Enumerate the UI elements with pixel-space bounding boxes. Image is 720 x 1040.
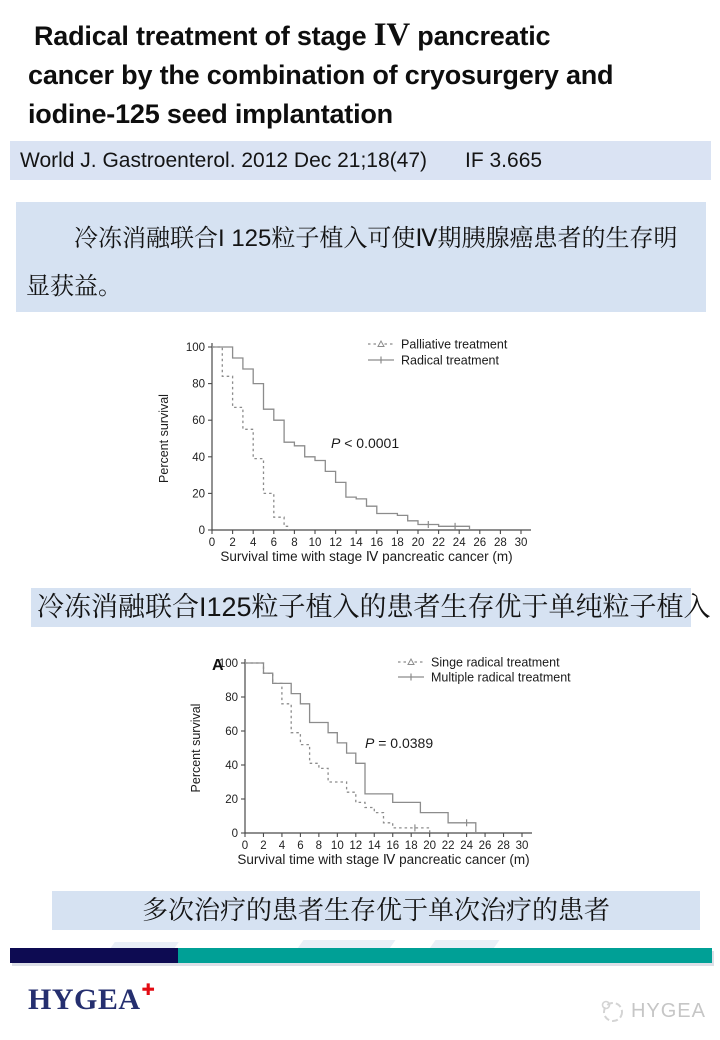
roman-numeral-IV: IV <box>373 17 410 53</box>
svg-text:18: 18 <box>391 537 404 549</box>
svg-text:22: 22 <box>441 840 455 852</box>
svg-text:100: 100 <box>185 342 205 354</box>
summary-text-box <box>16 202 706 312</box>
mid-caption-bar: 冷冻消融联合I125粒子植入的患者生存优于单纯粒子植入 <box>31 588 691 627</box>
svg-text:60: 60 <box>225 726 238 738</box>
svg-text:12: 12 <box>329 537 342 549</box>
svg-text:Singe radical treatment: Singe radical treatment <box>431 655 560 670</box>
svg-text:40: 40 <box>225 760 238 772</box>
svg-text:A: A <box>212 657 224 674</box>
svg-text:100: 100 <box>218 658 238 670</box>
title-line-3: iodine-125 seed implantation <box>28 99 393 129</box>
svg-text:4: 4 <box>278 840 286 852</box>
watermark-text: HYGEA <box>630 999 706 1022</box>
svg-text:20: 20 <box>423 840 437 852</box>
summary-text: 冷冻消融联合I 125粒子植入可使Ⅳ期胰腺癌患者的生存明显获益。 <box>26 225 678 300</box>
svg-text:40: 40 <box>192 451 205 464</box>
svg-text:2: 2 <box>229 537 236 549</box>
svg-text:12: 12 <box>349 840 363 852</box>
svg-text:6: 6 <box>270 537 278 549</box>
svg-text:20: 20 <box>411 537 425 549</box>
hygea-watermark-icon <box>599 998 625 1024</box>
journal-citation-bar <box>10 141 711 180</box>
svg-text:0: 0 <box>241 840 249 852</box>
journal-citation: World J. Gastroenterol. 2012 Dec 21;18(47) <box>20 148 427 172</box>
svg-text:22: 22 <box>432 537 445 549</box>
title-line-2: cancer by the combination of cryosurgery and <box>28 60 614 90</box>
svg-text:10: 10 <box>308 537 322 549</box>
footer-stripe-teal <box>178 948 712 963</box>
svg-text:18: 18 <box>404 840 418 852</box>
survival-chart-palliative-vs-radical <box>148 330 563 572</box>
svg-text:24: 24 <box>452 537 466 549</box>
svg-text:20: 20 <box>192 488 205 501</box>
svg-text:30: 30 <box>514 537 528 549</box>
red-cross-icon: ✚ <box>141 980 156 999</box>
svg-text:4: 4 <box>249 537 257 549</box>
svg-text:24: 24 <box>460 840 473 852</box>
footer-stripe <box>10 948 712 963</box>
svg-text:Multiple radical treatment: Multiple radical treatment <box>431 670 571 685</box>
svg-text:6: 6 <box>297 840 304 852</box>
svg-text:20: 20 <box>225 794 238 806</box>
svg-text:0: 0 <box>208 537 216 549</box>
svg-text:80: 80 <box>192 378 205 391</box>
svg-text:16: 16 <box>386 840 400 852</box>
survival-chart-single-vs-multiple <box>162 642 582 880</box>
svg-text:30: 30 <box>515 840 529 852</box>
svg-text:80: 80 <box>225 692 238 704</box>
hygea-watermark <box>599 998 706 1024</box>
svg-text:0: 0 <box>231 828 238 840</box>
svg-text:Palliative treatment: Palliative treatment <box>401 337 508 352</box>
footer-stripe-navy <box>10 948 178 963</box>
svg-text:0: 0 <box>198 525 205 537</box>
bottom-caption-bar: 多次治疗的患者生存优于单次治疗的患者 <box>52 891 700 930</box>
svg-text:P = 0.0389: P = 0.0389 <box>365 735 434 751</box>
svg-text:8: 8 <box>315 840 323 852</box>
svg-text:Percent survival: Percent survival <box>157 394 171 483</box>
svg-text:26: 26 <box>473 537 487 549</box>
svg-text:Radical treatment: Radical treatment <box>401 353 499 368</box>
hygea-logo: HYGEA✚ <box>28 980 156 1016</box>
svg-text:14: 14 <box>367 840 381 852</box>
svg-text:28: 28 <box>497 840 510 852</box>
svg-text:2: 2 <box>260 840 267 852</box>
slide-title <box>28 16 692 134</box>
svg-text:14: 14 <box>349 537 363 549</box>
svg-text:60: 60 <box>192 415 205 428</box>
svg-text:P < 0.0001: P < 0.0001 <box>331 435 400 451</box>
title-line-1: Radical treatment of stage IV pancreatic <box>34 17 551 53</box>
svg-text:26: 26 <box>478 840 492 852</box>
impact-factor: IF 3.665 <box>465 148 543 172</box>
svg-text:28: 28 <box>494 537 507 549</box>
svg-text:10: 10 <box>330 840 344 852</box>
svg-text:Percent survival: Percent survival <box>189 703 203 793</box>
svg-text:8: 8 <box>291 537 298 549</box>
svg-text:Survival time with stage Ⅳ pan: Survival time with stage Ⅳ pancreatic cancer (m) <box>220 549 513 564</box>
svg-text:16: 16 <box>370 537 384 549</box>
svg-text:Survival time with stage Ⅳ pan: Survival time with stage Ⅳ pancreatic cancer (m) <box>237 852 530 867</box>
